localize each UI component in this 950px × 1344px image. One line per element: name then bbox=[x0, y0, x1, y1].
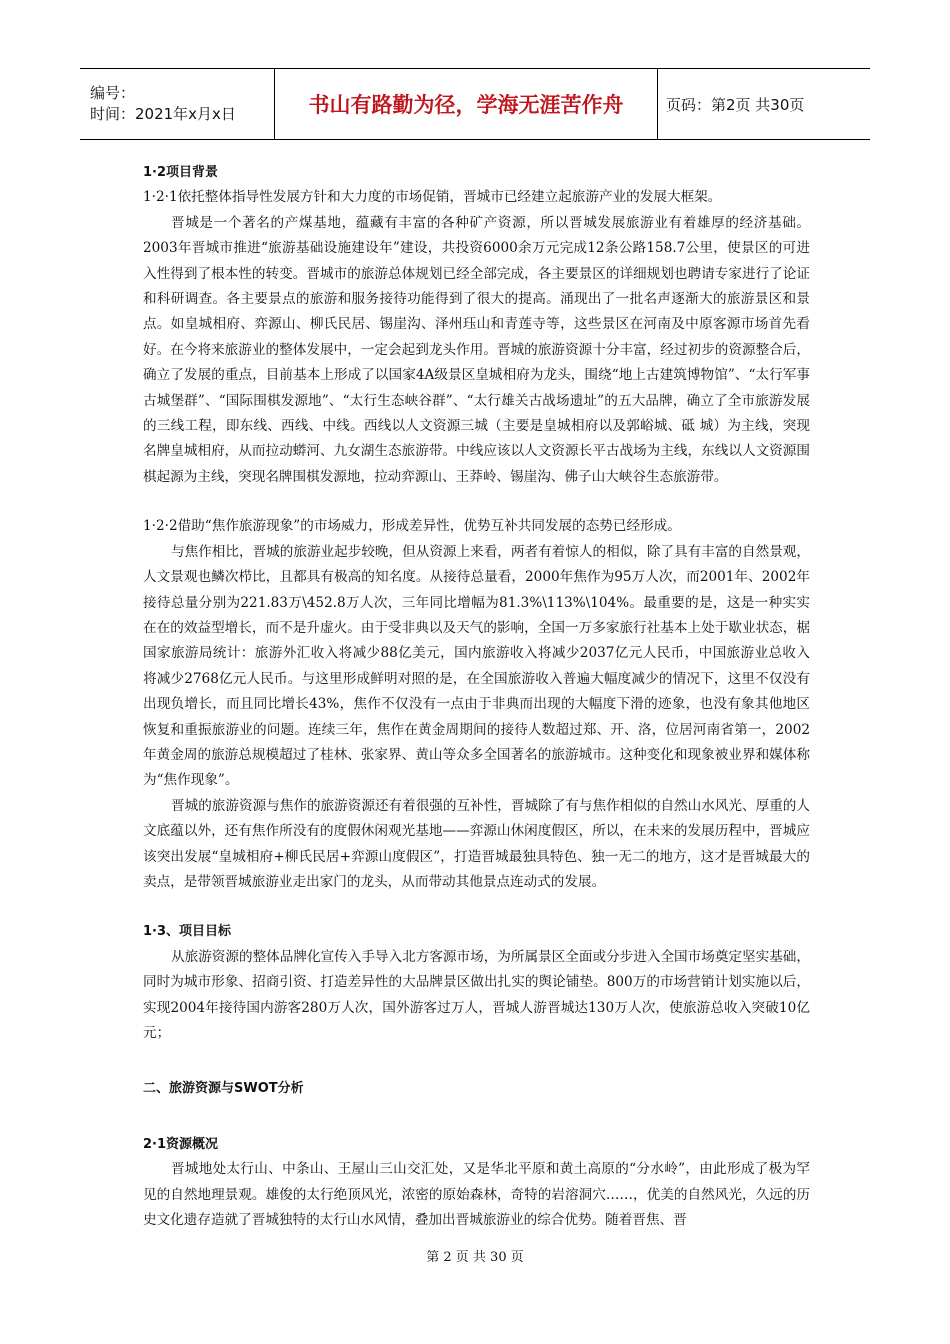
subsection-1-2-2: 1·2·2借助“焦作旅游现象”的市场威力，形成差异性，优势互补共同发展的态势已经形成。 bbox=[143, 518, 681, 535]
header-meta bbox=[80, 69, 275, 139]
paragraph: 晋城的旅游资源与焦作的旅游资源还有着很强的互补性，晋城除了有与焦作相似的自然山水风光、厚重的人文底蕴以外，还有焦作所没有的度假休闲观光基地——弈源山休闲度假区，所以，在未来的发展历程中，晋城应该突出发展“皇城相府+柳氏民居+弈源山度假区”，打造晋城最独具特色、独一无二的地方，这才是晋城最大的卖点，是带领晋城旅游业走出家门的龙头，从而带动其他景点连动式的发展。 bbox=[143, 797, 810, 890]
paragraph: 晋城是一个著名的产煤基地，蕴藏有丰富的各种矿产资源，所以晋城发展旅游业有着雄厚的经济基础。2003年晋城市推进“旅游基础设施建设年”建设，共投资6000余万元完成12条公路158.7公里，使景区的可进入性得到了根本性的转变。晋城市的旅游总体规划已经全部完成，各主要景区的详细规划也聘请专家进行了论证和科研调查。各主要景点的旅游和服务接待功能得到了很大的提高。涌现出了一批名声逐渐大的旅游景区和景点。如皇城相府、弈源山、柳氏民居、锡崖沟、泽州珏山和青莲寺等，这些景区在河南及中原客源市场首先看好。在今将来旅游业的整体发展中，一定会起到龙头作用。晋城的旅游资源十分丰富，经过初步的资源整合后，确立了发展的重点，目前基本上形成了以国家4A级景区皇城相府为龙头，围绕“地上古建筑博物馆”、“太行军事古城堡群”、“国际围棋发源地”、“太行生态峡谷群”、“太行雄关古战场遗址”的五大品牌，确立了全市旅游发展的三线工程，即东线、西线、中线。西线以人文资源三城（主要是皇城相府以及郭峪城、砥 城）为主线，突现名牌皇城相府，从而拉动蟒河、九女湖生态旅游带。中线应该以人文资源长平古战场为主线，东线以人文资源围棋起源为主线，突现名牌围棋发源地，拉动弈源山、王莽岭、锡崖沟、佛子山大峡谷生态旅游带。 bbox=[143, 214, 810, 485]
document-number: 编号： bbox=[90, 84, 136, 102]
paragraph: 从旅游资源的整体品牌化宣传入手导入北方客源市场，为所属景区全面或分步进入全国市场奠定坚实基础，同时为城市形象、招商引资、打造差异性的大品牌景区做出扎实的舆论铺垫。800万的市场营销计划实施以后，实现2004年接待国内游客280万人次，国外游客过万人，晋城人游晋城达130万人次，使旅游总收入突破10亿元； bbox=[143, 948, 810, 1041]
page-footer: 第 2 页 共 30 页 bbox=[426, 1250, 524, 1265]
paragraph: 与焦作相比，晋城的旅游业起步较晚，但从资源上来看，两者有着惊人的相似，除了具有丰富的自然景观，人文景观也鳞次栉比，且都具有极高的知名度。从接待总量看，2000年焦作为95万人次，而2001年、2002年接待总量分别为221.83万\452.8万人次，三年同比增幅为81.3%\113%\104%。最重要的是，这是一种实实在在的效益型增长，而不是升虚火。由于受非典以及天气的影响，全国一万多家旅行社基本上处于歇业状态，椐国家旅游局统计：旅游外汇收入将减少88亿美元，国内旅游收入将减少2037亿元人民币，中国旅游业总收入 将减少2768亿元人民币。与这里形成鲜明对照的是，在全国旅游收入普遍大幅度减少的情况下，这里不仅没有出现负增长，而且同比增长43%，焦作不仅没有一点由于非典而出现的大幅度下滑的迹象，也没有象其他地区恢复和重振旅游业的问题。连续三年，焦作在黄金周期间的接待人数超过郑、开、洛，位居河南省第一，2002年黄金周的旅游总规模超过了桂林、张家界、黄山等众多全国著名的旅游城市。这种变化和现象被业界和媒体称为“焦作现象”。 bbox=[143, 543, 810, 789]
header-motto: 书山有路勤为径，学海无涯苦作舟 bbox=[275, 69, 658, 139]
paragraph: 晋城地处太行山、中条山、王屋山三山交汇处，又是华北平原和黄土高原的“分水岭”，由此形成了极为罕见的自然地理景观。雄俊的太行绝顶风光，浓密的原始森林，奇特的岩溶洞穴……，优美的自然风光，久远的历史文化遗存造就了晋城独特的太行山水风情，叠加出晋城旅游业的综合优势。随着晋焦、晋 bbox=[143, 1161, 810, 1229]
section-heading-1-3: 1·3、项目目标 bbox=[143, 924, 232, 940]
section-heading-1-2: 1·2项目背景 bbox=[143, 165, 219, 180]
subsection-1-2-1: 1·2·1依托整体指导性发展方针和大力度的市场促销，晋城市已经建立起旅游产业的发展大框架。 bbox=[143, 189, 722, 206]
section-heading-2-1: 2·1资源概况 bbox=[143, 1136, 219, 1152]
chapter-heading-2: 二、旅游资源与SWOT分析 bbox=[143, 1081, 304, 1097]
document-body bbox=[143, 160, 810, 1233]
document-date: 时间：2021年x月x日 bbox=[90, 105, 236, 123]
header-page-number: 页码：第2页 共30页 bbox=[666, 95, 805, 114]
page-header bbox=[80, 68, 870, 140]
